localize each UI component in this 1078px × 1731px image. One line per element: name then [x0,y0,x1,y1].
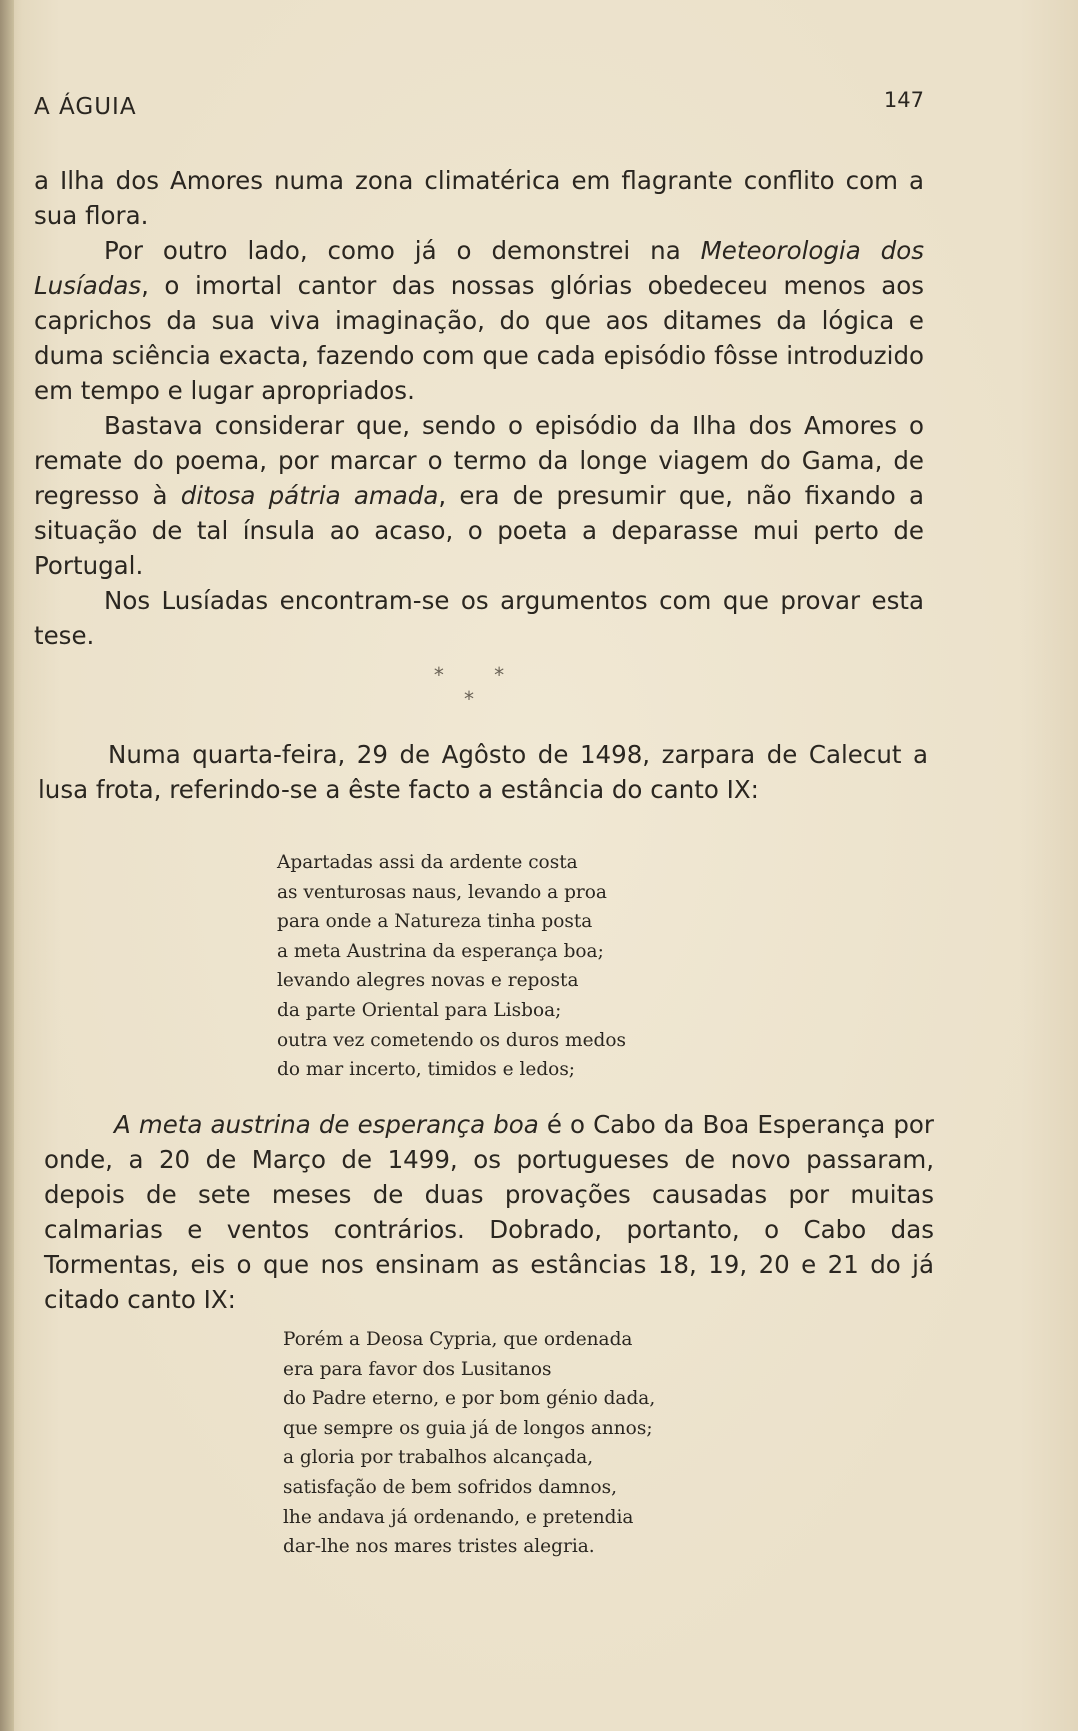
section-separator: * * * [433,663,527,711]
verse-line: satisfação de bem sofridos damnos, [283,1476,617,1498]
verse-line: que sempre os guia já de longos annos; [283,1417,653,1439]
verse-stanza-2 [283,1325,655,1562]
paragraph-6 [44,1107,934,1317]
paragraph-3-text-a: Bastava considerar que, sendo o episódio da Ilha dos Amores o remate do poema, por marcar o termo da longe viagem do Gama, de regresso à [34,411,924,510]
verse-line: lhe andava já ordenando, e pretendia [283,1506,634,1528]
paragraph-2-text-b: , o imortal cantor das nossas glórias obedeceu menos aos caprichos da sua viva imaginação, do que aos ditames da lógica e duma sciência exacta, fazendo com que cada episódio fôsse introduzido em tempo e lugar apropriados. [34,271,924,405]
verse-line: era para favor dos Lusitanos [283,1358,552,1380]
paragraph-5: Numa quarta-feira, 29 de Agôsto de 1498, zarpara de Calecut a lusa frota, referindo-se a êste facto a estância do canto IX: [38,740,928,804]
verse-line: as venturosas naus, levando a proa [277,881,607,903]
verse-line: para onde a Natureza tinha posta [277,911,593,933]
paragraph-2-text-a: Por outro lado, como já o demonstrei na [104,236,701,265]
verse-line: outra vez cometendo os duros medos [277,1029,627,1051]
verse-line: do Padre eterno, e por bom génio dada, [283,1388,656,1410]
paragraph-1: a Ilha dos Amores numa zona climatérica em flagrante conflito com a sua flora. [34,166,924,230]
verse-line: Apartadas assi da ardente costa [277,852,578,873]
body-text-top [34,163,924,653]
page-number: 147 [883,88,924,112]
paragraph-6-italic: A meta austrina de esperança boa [114,1110,539,1139]
running-title: A ÁGUIA [34,94,137,120]
page-header [34,88,924,128]
paragraph-3 [34,408,924,583]
verse-line: a meta Austrina da esperança boa; [277,940,604,962]
verse-line: Porém a Deosa Cypria, que ordenada [283,1329,633,1350]
verse-line: do mar incerto, timidos e ledos; [277,1059,576,1081]
body-text-lower [44,1107,934,1317]
verse-line: a gloria por trabalhos alcançada, [283,1447,594,1469]
body-text-middle [38,737,928,807]
page-binding-shadow [0,0,14,1731]
verse-line: levando alegres novas e reposta [277,970,579,992]
paragraph-2-italic: Meteorologia dos Lusíadas [34,236,924,300]
paragraph-2 [34,233,924,408]
verse-line: dar-lhe nos mares tristes alegria. [283,1536,595,1558]
paragraph-4: Nos Lusíadas encontram-se os argumentos com que provar esta tese. [34,586,924,650]
paragraph-3-italic: ditosa pátria amada [180,481,439,510]
paragraph-3-text-b: , era de presumir que, não fixando a situação de tal ínsula ao acaso, o poeta a deparasse mui perto de Portugal. [34,481,924,580]
paragraph-6-text: é o Cabo da Boa Esperança por onde, a 20 de Março de 1499, os portugueses de novo passaram, depois de sete meses de duas provações causadas por muitas calmarias e ventos contrários. Dobrado, portanto, o Cabo das Tormentas, eis o que nos ensinam as estâncias 18, 19, 20 e 21 do já citado canto IX: [44,1110,934,1314]
verse-line: da parte Oriental para Lisboa; [277,999,562,1021]
verse-stanza-1 [277,848,626,1085]
